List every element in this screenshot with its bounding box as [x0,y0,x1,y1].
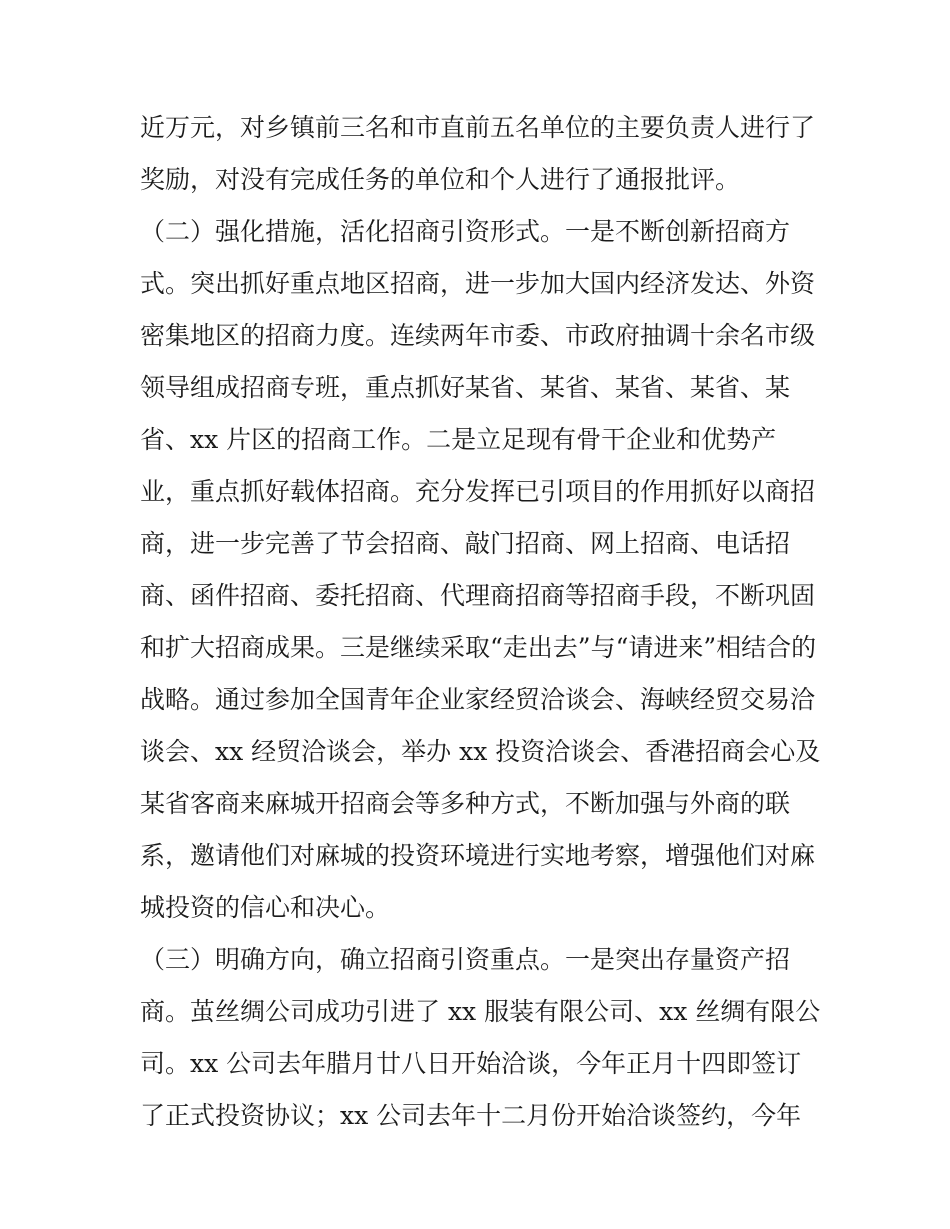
text-line: 司。xx 公司去年腊月廿八日开始洽谈，今年正月十四即签订 [140,1049,802,1078]
text-line: 战略。通过参加全国青年企业家经贸洽谈会、海峡经贸交易洽 [140,685,816,714]
text-line: 了正式投资协议；xx 公司去年十二月份开始洽谈签约，今年 [140,1101,802,1130]
text-line: 谈会、xx 经贸洽谈会，举办 xx 投资洽谈会、香港招商会心及 [140,737,821,766]
text-line: 式。突出抓好重点地区招商，进一步加大国内经济发达、外资 [140,269,816,298]
text-line: 领导组成招商专班，重点抓好某省、某省、某省、某省、某 [140,373,791,402]
text-line: 奖励，对没有完成任务的单位和个人进行了通报批评。 [140,165,741,194]
text-line: 商。茧丝绸公司成功引进了 xx 服装有限公司、xx 丝绸有限公 [140,997,821,1026]
text-line: 近万元，对乡镇前三名和市直前五名单位的主要负责人进行了 [140,113,816,142]
text-line: 系，邀请他们对麻城的投资环境进行实地考察，增强他们对麻 [140,841,816,870]
text-line: 省、xx 片区的招商工作。二是立足现有骨干企业和优势产 [140,425,777,454]
text-line: 业，重点抓好载体招商。充分发挥已引项目的作用抓好以商招 [140,477,816,506]
text-line: 和扩大招商成果。三是继续采取“走出去”与“请进来”相结合的 [140,633,817,662]
text-line: 商、函件招商、委托招商、代理商招商等招商手段，不断巩固 [140,581,816,610]
section-heading-line: （二）强化措施，活化招商引资形式。一是不断创新招商方 [140,217,791,246]
section-heading-line: （三）明确方向，确立招商引资重点。一是突出存量资产招 [140,945,791,974]
text-line: 密集地区的招商力度。连续两年市委、市政府抽调十余名市级 [140,321,816,350]
text-line: 商，进一步完善了节会招商、敲门招商、网上招商、电话招 [140,529,791,558]
body-text [140,102,830,1142]
text-line: 某省客商来麻城开招商会等多种方式，不断加强与外商的联 [140,789,791,818]
text-line: 城投资的信心和决心。 [140,893,391,922]
